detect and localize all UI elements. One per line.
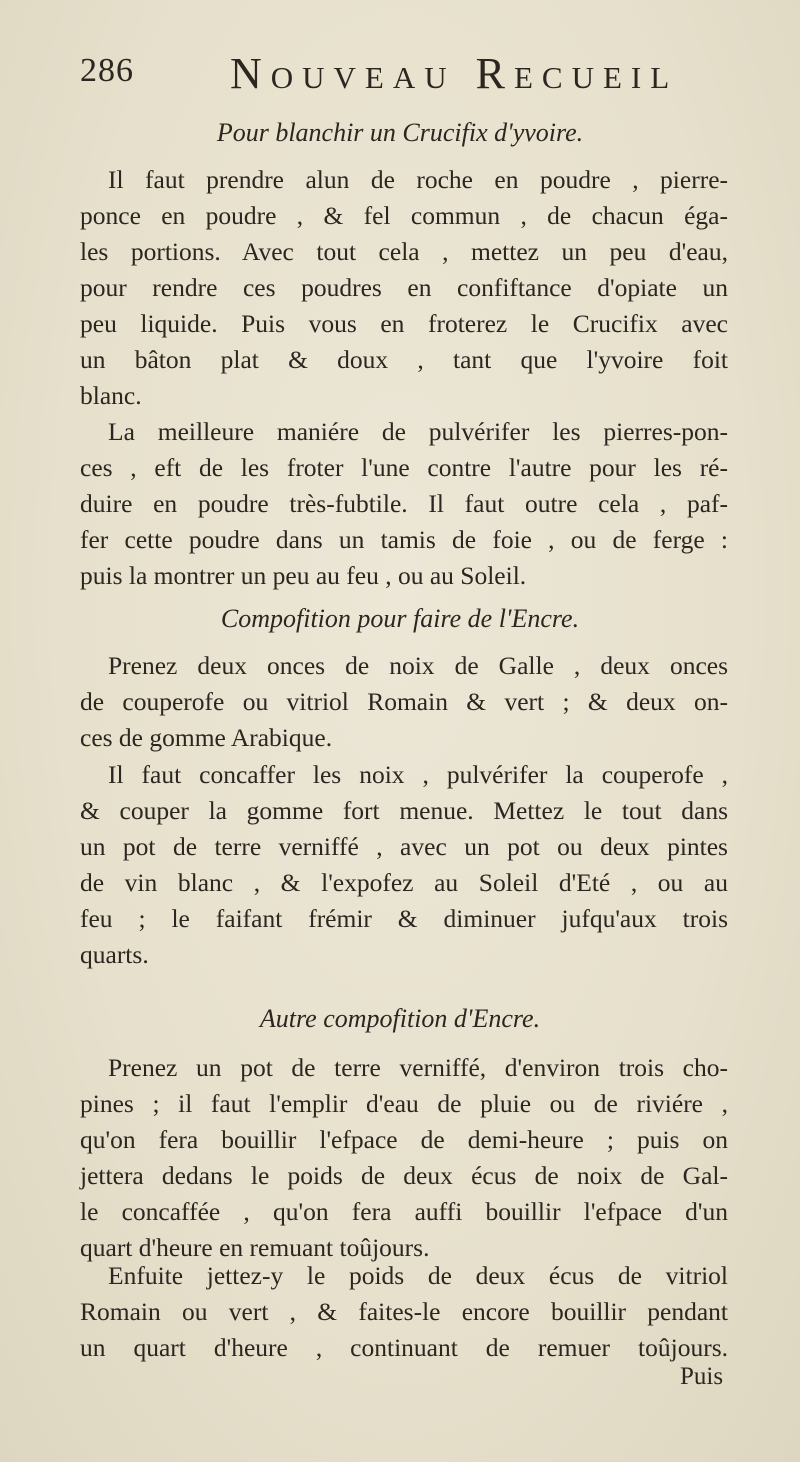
text-line: un quart d'heure , continuant de remuer toûjours. — [80, 1333, 728, 1362]
text-line: Il faut prendre alun de roche en poudre , pierre- — [108, 165, 728, 194]
page-number: 286 — [80, 52, 134, 89]
text-line: ces , eft de les froter l'une contre l'autre pour les ré- — [80, 453, 728, 482]
text-line: Romain ou vert , & faites-le encore bouillir pendant — [80, 1297, 728, 1326]
section-heading-crucifix: Pour blanchir un Crucifix d'yvoire. — [216, 118, 584, 147]
text-line: quarts. — [80, 940, 149, 969]
paragraph — [80, 162, 728, 414]
text-line: & couper la gomme fort menue. Mettez le tout dans — [80, 796, 728, 825]
page-header — [80, 48, 720, 108]
text-line: qu'on fera bouillir l'efpace de demi-heure ; puis on — [80, 1125, 728, 1154]
text-line: peu liquide. Puis vous en froterez le Crucifix avec — [80, 309, 728, 338]
text-line: puis la montrer un peu au feu , ou au Soleil. — [80, 561, 527, 590]
text-line: Enfuite jettez-y le poids de deux écus de vitriol — [108, 1261, 728, 1290]
running-title: Nouveau Recueil — [230, 49, 679, 98]
text-line: le concaffée , qu'on fera auffi bouillir l'efpace d'un — [80, 1197, 728, 1226]
text-line: ces de gomme Arabique. — [80, 723, 333, 752]
text-line: pines ; il faut l'emplir d'eau de pluie ou de riviére , — [80, 1089, 728, 1118]
text-line: Il faut concaffer les noix , pulvérifer la couperofe , — [108, 760, 728, 789]
text-line: La meilleure maniére de pulvérifer les pierres-pon- — [108, 417, 728, 446]
text-line: de vin blanc , & l'expofez au Soleil d'Eté , ou au — [80, 868, 728, 897]
text-line: ponce en poudre , & fel commun , de chacun éga- — [80, 201, 728, 230]
text-line: les portions. Avec tout cela , mettez un peu d'eau, — [80, 237, 728, 266]
paragraph — [80, 757, 728, 973]
text-line: duire en poudre très-fubtile. Il faut outre cela , paf- — [80, 489, 728, 518]
text-line: un pot de terre verniffé , avec un pot ou deux pintes — [80, 832, 728, 861]
paragraph — [80, 1258, 728, 1366]
text-line: un bâton plat & doux , tant que l'yvoire foit — [80, 345, 728, 374]
text-line: Prenez un pot de terre verniffé, d'environ trois cho- — [108, 1053, 728, 1082]
text-line: feu ; le faifant frémir & diminuer jufqu'aux trois — [80, 904, 728, 933]
paragraph — [80, 648, 728, 756]
text-line: Prenez deux onces de noix de Galle , deux onces — [108, 651, 728, 680]
text-line: pour rendre ces poudres en confiftance d'opiate un — [80, 273, 728, 302]
section-heading-autre-encre: Autre compofition d'Encre. — [259, 1004, 541, 1033]
text-line: fer cette poudre dans un tamis de foie , ou de ferge : — [80, 525, 728, 554]
paragraph — [80, 1050, 728, 1266]
section-heading-encre: Compofition pour faire de l'Encre. — [220, 604, 580, 633]
catchword: Puis — [680, 1363, 724, 1390]
text-line: quart d'heure en remuant toûjours. — [80, 1233, 430, 1262]
text-line: de couperofe ou vitriol Romain & vert ; & deux on- — [80, 687, 728, 716]
text-line: blanc. — [80, 381, 142, 410]
text-line: jettera dedans le poids de deux écus de noix de Gal- — [80, 1161, 728, 1190]
paragraph — [80, 414, 728, 594]
